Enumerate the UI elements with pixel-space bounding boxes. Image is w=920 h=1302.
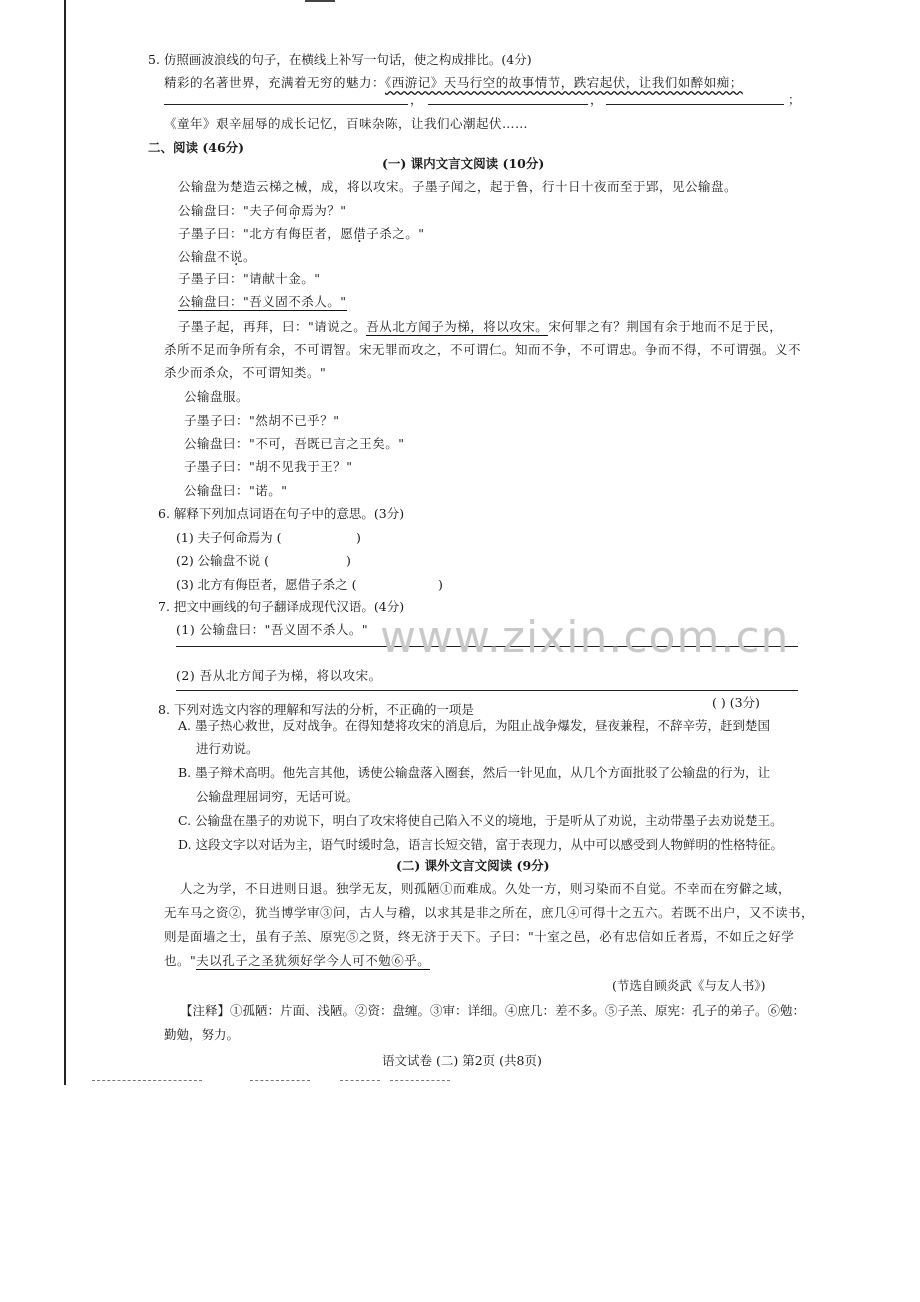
passage-line-underlined: 公输盘曰："吾义固不杀人。": [178, 294, 347, 309]
section-title: 二、阅读 (46分): [148, 140, 245, 155]
passage-line: 公输盘曰："夫子何命焉为？": [178, 203, 347, 218]
passage-line: 子墨子曰："北方有侮臣者，愿借子杀之。": [178, 226, 425, 241]
q8-score: ( ) (3分): [712, 695, 760, 710]
q6-answer-2[interactable]: [286, 568, 342, 569]
q6-close: ): [346, 553, 351, 568]
q8-option-a-cont: 进行劝说。: [196, 741, 259, 756]
scan-mark: [305, 0, 335, 2]
dotted-word: 借: [353, 226, 367, 241]
q5-sentence-prefix: 精彩的名著世界，充满着无穷的魅力：: [164, 75, 386, 90]
q6-answer-1[interactable]: [292, 545, 352, 546]
scan-edge: [340, 1080, 380, 1081]
underlined-sentence: 吾从北方闻子为梯，将以攻宋。: [366, 319, 549, 334]
passage2-line: 也。"夫以孔子之圣犹须好学今人可不勉⑥乎。: [164, 953, 431, 968]
binding-line: [64, 0, 66, 1085]
q6-item-1: (1) 夫子何命焉为 (: [176, 530, 282, 545]
passage-line: 杀所不足而争所有余，不可谓智。宋无罪而攻之，不可谓仁。知而不争，不可谓忠。争而不得，不可谓强。义不: [164, 342, 802, 357]
reading2-title: (二) 课外文言文阅读 (9分): [396, 858, 550, 873]
q7-item-1: (1) 公输盘曰："吾义固不杀人。": [176, 622, 369, 637]
q6-answer-3[interactable]: [378, 592, 434, 593]
passage2-line: 人之为学，不日进则日退。独学无友，则孤陋①而难成。久处一方，则习染而不自觉。不幸而在穷僻之域，: [180, 881, 792, 896]
passage-line: 公输盘服。: [184, 389, 250, 404]
passage2-line: 则是面墙之士，虽有子羔、原宪⑤之贤，终无济于天下。子曰："十室之邑，必有忠信如丘者焉，不如丘之好学: [164, 929, 795, 944]
q5-answer-blank-3[interactable]: [606, 104, 784, 105]
passage-line: 子墨子起，再拜，曰："请说之。吾从北方闻子为梯，将以攻宋。宋何罪之有？荆国有余于地而不足于民，: [178, 319, 783, 334]
q5-wavy-sentence: 《西游记》天马行空的故事情节，跌宕起伏，让我们如醉如痴；: [385, 75, 743, 90]
q5-comma-2: ，: [590, 92, 603, 107]
q8-option-b-cont: 公输盘理屈词穷，无话可说。: [196, 789, 359, 804]
q8-option-b[interactable]: B. 墨子辩术高明。他先言其他，诱使公输盘落入圈套，然后一针见血，从几个方面批驳了公输盘的行为，让: [178, 765, 771, 780]
q8-option-c[interactable]: C. 公输盘在墨子的劝说下，明白了攻宋将使自己陷入不义的境地，于是听从了劝说，主动带墨子去劝说楚王。: [178, 813, 783, 828]
scan-edge: [250, 1080, 310, 1081]
q7-item-2: (2) 吾从北方闻子为梯，将以攻宋。: [176, 668, 382, 683]
q5-comma: ，: [410, 92, 423, 107]
scan-edge: [92, 1080, 202, 1081]
underlined-sentence: 夫以孔子之圣犹须好学今人可不勉⑥乎。: [196, 953, 431, 968]
reading1-title: (一) 课内文言文阅读 (10分): [382, 156, 545, 171]
q5-example-line: 《童年》艰辛屈辱的成长记忆，百味杂陈，让我们心潮起伏……: [164, 116, 529, 131]
q5-title: 5. 仿照画波浪线的句子，在横线上补写一句话，使之构成排比。(4分): [148, 52, 532, 67]
q5-answer-blank-2[interactable]: [428, 104, 588, 105]
passage-line: 子墨子曰："然胡不已乎？": [184, 413, 340, 428]
scan-edge: [390, 1080, 450, 1081]
q8-title: 8. 下列对选文内容的理解和写法的分析，不正确的一项是: [158, 702, 474, 717]
dotted-word: 命: [288, 203, 302, 218]
passage-line: 子墨子曰："请献十金。": [178, 271, 321, 286]
passage-line: 公输盘曰："不可，吾既已言之王矣。": [184, 436, 405, 451]
passage-line: 子墨子曰："胡不见我于王？": [184, 459, 353, 474]
notes-cont: 勤勉，努力。: [164, 1027, 240, 1042]
q7-title: 7. 把文中画线的句子翻译成现代汉语。(4分): [158, 599, 405, 614]
passage2-source: (节选自顾炎武《与友人书》): [612, 978, 766, 993]
watermark: www.zixin.com.cn: [380, 612, 790, 663]
passage-line: 公输盘不说。: [178, 249, 257, 264]
q8-option-d[interactable]: D. 这段文字以对话为主，语气时缓时急，语言长短交错，富于表现力，从中可以感受到人物鲜明的性格特征。: [178, 837, 784, 852]
q6-close: ): [438, 577, 443, 592]
q5-sentence-line: [164, 75, 743, 91]
q6-item-3: (3) 北方有侮臣者，愿借子杀之 (: [176, 577, 357, 592]
q5-semicolon: ；: [788, 92, 801, 107]
q6-item-2: (2) 公输盘不说 (: [176, 553, 270, 568]
q6-title: 6. 解释下列加点词语在句子中的意思。(3分): [158, 506, 405, 521]
notes: 【注释】①孤陋：片面、浅陋。②资：盘缠。③审：详细。④庶几：差不多。⑤子羔、原宪：孔子的弟子。⑥勉：: [180, 1003, 806, 1018]
passage-line: 公输盘曰："诺。": [184, 483, 288, 498]
q8-option-a[interactable]: A. 墨子热心救世，反对战争。在得知楚将攻宋的消息后，为阻止战争爆发，昼夜兼程，不辞辛劳，赶到楚国: [178, 718, 770, 733]
q7-answer-line-2[interactable]: [176, 690, 798, 691]
q6-close: ): [356, 530, 361, 545]
dotted-word: 说: [230, 249, 244, 264]
q5-answer-blank-1[interactable]: [164, 104, 408, 105]
passage-line: 公输盘为楚造云梯之械，成，将以攻宋。子墨子闻之，起于鲁，行十日十夜而至于郢，见公输盘。: [178, 179, 738, 194]
page-footer: 语文试卷 (二) 第2页 (共8页): [382, 1053, 542, 1068]
passage2-line: 无车马之资②，犹当博学审③问，古人与稽，以求其是非之所在，庶几④可得十之五六。若既不出户，又不读书，: [164, 905, 815, 920]
passage-line: 杀少而杀众，不可谓知类。": [164, 365, 327, 380]
